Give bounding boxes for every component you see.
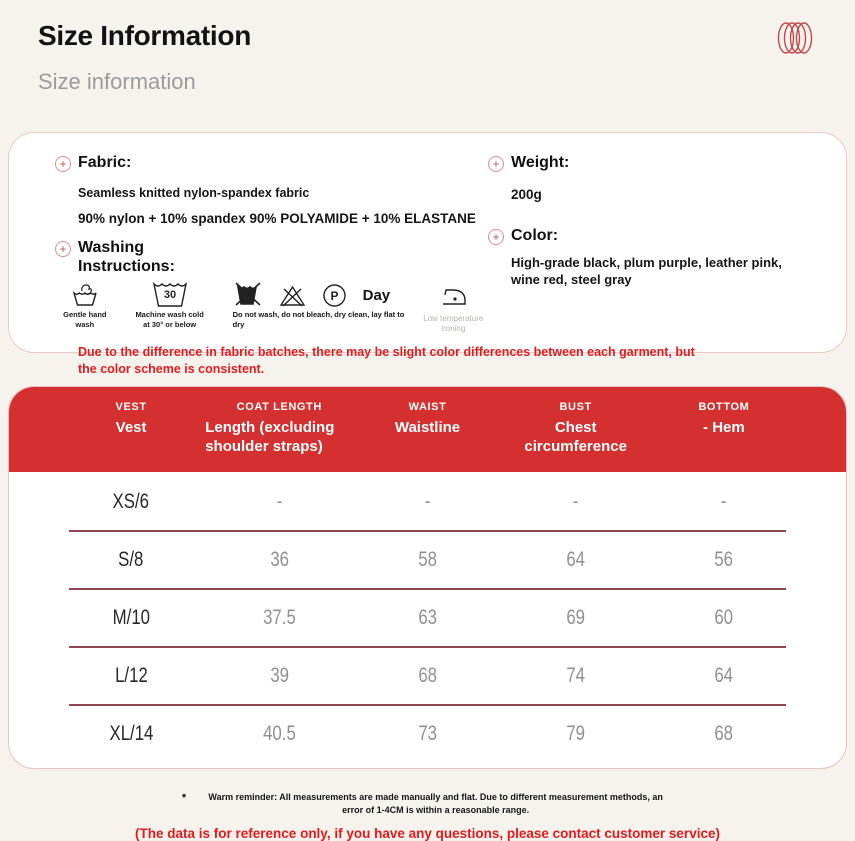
circled-plus-icon: + [488,229,504,245]
column-header-vest: VEST Vest [115,401,147,436]
batch-warning-text: Due to the difference in fabric batches, there may be slight color differences between each garment, but the color scheme is consistent. [78,345,695,377]
color-label: Color: [511,226,559,244]
iron-icon [439,280,468,308]
footer [0,791,855,841]
hem-cell: 64 [714,663,734,687]
svg-text:P: P [330,288,339,303]
weight-value: 200g [511,186,542,202]
svg-text:30: 30 [163,288,176,301]
fabric-section-header [55,154,488,173]
fabric-label: Fabric: [78,154,132,171]
hem-cell: 68 [714,721,734,745]
page-header [0,0,855,132]
bust-cell: - [572,489,579,513]
bust-cell: 74 [566,663,586,687]
color-section-header [488,227,812,246]
size-table [8,386,847,769]
weight-label: Weight: [511,154,570,171]
iron-item [419,280,488,336]
waist-cell: 68 [418,663,437,687]
table-row [57,648,798,704]
reference-note: (The data is for reference only, if you have any questions, please contact customer service) [135,825,720,841]
table-row [57,590,798,646]
size-cell: L/12 [114,663,148,687]
size-cell: XL/14 [109,721,154,745]
waist-cell: 63 [418,605,437,629]
circled-plus-icon: + [55,156,71,172]
product-info-card [8,132,847,377]
waist-cell: 73 [418,721,437,745]
info-right-column [488,154,812,335]
hand-wash-caption: Gentle hand wash [63,309,107,329]
bust-cell: 64 [566,547,586,571]
machine-wash-30-icon [152,280,188,308]
asterisk: * [181,791,187,804]
warm-reminder-text: Warm reminder: All measurements are made manually and flat. Due to different measurement methods, an error of 1-4CM is within a reasonable range. [208,791,663,815]
hand-wash-icon [71,280,99,308]
page-subtitle: Size information [38,69,196,94]
length-cell: - [276,489,283,513]
size-cell: M/10 [112,605,150,629]
care-symbols-caption: Do not wash, do not bleach, dry clean, lay flat to dry [232,309,405,330]
hem-cell: 60 [714,605,734,629]
dry-clean-p-icon [322,283,347,308]
length-cell: 37.5 [262,605,296,629]
length-cell: 36 [269,547,289,571]
care-symbols-group [233,280,409,331]
column-header-waist: WAIST Waistline [394,401,461,436]
size-table-body [9,472,846,768]
bust-cell: 69 [566,605,586,629]
circled-plus-icon: + [55,241,71,257]
do-not-bleach-icon [279,283,306,308]
page-title: Size Information [38,20,251,51]
hand-wash-item [59,280,111,330]
day-label: Day [362,286,391,304]
waist-cell: - [424,489,431,513]
size-table-header [9,387,846,472]
washing-icons-row [59,280,488,336]
table-row [57,706,798,762]
table-row [57,474,798,530]
fabric-composition: 90% nylon + 10% spandex 90% POLYAMIDE + 10% ELASTANE [78,210,476,226]
column-header-bottom: BOTTOM - Hem [698,401,750,436]
bust-cell: 79 [566,721,586,745]
column-header-bust: BUST Chest circumference [524,401,627,455]
info-left-column [55,154,488,335]
coil-icon [773,16,817,60]
machine-wash-caption: Machine wash cold at 30° or below [135,309,204,329]
length-cell: 40.5 [262,721,296,745]
color-value: High-grade black, plum purple, leather pink, wine red, steel gray [511,254,782,288]
column-header-length: COAT LENGTH Length (excluding shoulder straps) [205,401,335,455]
size-cell: S/8 [118,547,144,571]
table-row [57,532,798,588]
hem-cell: - [721,489,727,513]
washing-label: Washing Instructions: [78,238,175,275]
size-cell: XS/6 [112,489,150,513]
circled-plus-icon: + [488,156,504,172]
waist-cell: 58 [418,547,437,571]
fabric-description: Seamless knitted nylon-spandex fabric [78,185,310,200]
do-not-wash-icon [233,280,263,308]
machine-wash-item [133,280,207,330]
weight-section-header [488,154,812,173]
length-cell: 39 [269,663,289,687]
iron-caption: Low temperature ironing [423,313,484,334]
hem-cell: 56 [714,547,734,571]
washing-section-header [55,239,488,277]
